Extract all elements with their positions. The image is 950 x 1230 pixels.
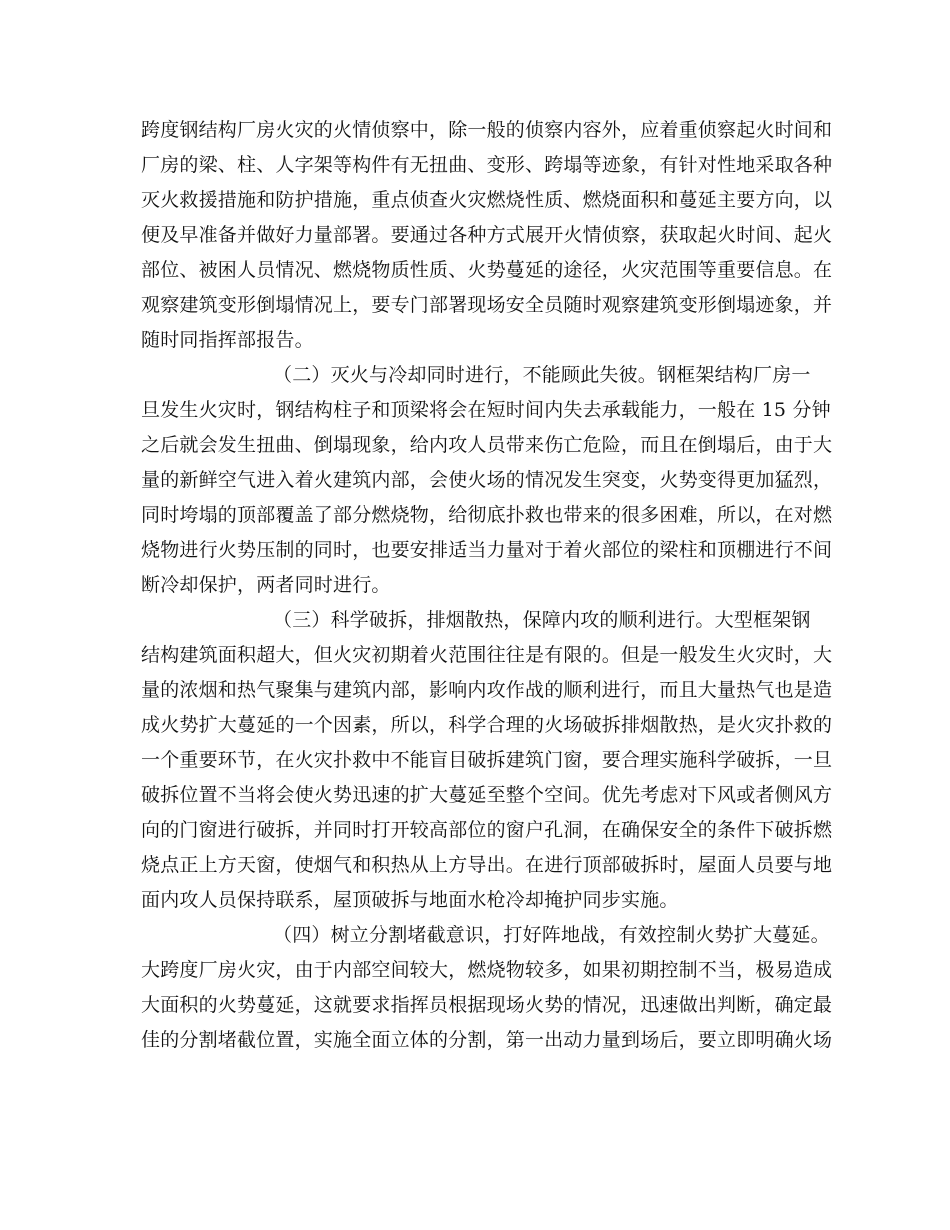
text-line: 烧物进行火势压制的同时，也要安排适当力量对于着火部位的梁柱和顶棚进行不间 (141, 539, 833, 561)
text-line: 面内攻人员保持联系，屋顶破拆与地面水枪冷却掩护同步实施。 (141, 889, 679, 911)
text-line: 大跨度厂房火灾，由于内部空间较大，燃烧物较多，如果初期控制不当，极易造成 (141, 959, 833, 981)
text-line: 厂房的梁、柱、人字架等构件有无扭曲、变形、跨塌等迹象，有针对性地采取各种 (141, 154, 833, 176)
text-line: 跨度钢结构厂房火灾的火情侦察中，除一般的侦察内容外，应着重侦察起火时间和 (141, 119, 833, 141)
text-line: 部位、被困人员情况、燃烧物质性质、火势蔓延的途径，火灾范围等重要信息。在 (141, 259, 833, 281)
text-line: 观察建筑变形倒塌情况上，要专门部署现场安全员随时观察建筑变形倒塌迹象，并 (141, 294, 833, 316)
text-line: 旦发生火灾时，钢结构柱子和顶梁将会在短时间内失去承载能力，一般在 15 分钟 (141, 399, 831, 421)
text-line: 成火势扩大蔓延的一个因素，所以，科学合理的火场破拆排烟散热，是火灾扑救的 (141, 714, 833, 736)
section-heading-3: （三）科学破拆，排烟散热，保障内攻的顺利进行。大型框架钢 (273, 609, 811, 631)
text-line: 量的浓烟和热气聚集与建筑内部，影响内攻作战的顺利进行，而且大量热气也是造 (141, 679, 833, 701)
text-line: 烧点正上方天窗，使烟气和积热从上方导出。在进行顶部破拆时，屋面人员要与地 (141, 854, 833, 876)
text-line: 佳的分割堵截位置，实施全面立体的分割，第一出动力量到场后，要立即明确火场 (141, 1029, 833, 1051)
text-line: 之后就会发生扭曲、倒塌现象，给内攻人员带来伤亡危险，而且在倒塌后，由于大 (141, 434, 833, 456)
text-line: 灭火救援措施和防护措施，重点侦查火灾燃烧性质、燃烧面积和蔓延主要方向，以 (141, 189, 833, 211)
text-line: 随时同指挥部报告。 (141, 329, 314, 351)
text-line: 大面积的火势蔓延，这就要求指挥员根据现场火势的情况，迅速做出判断，确定最 (141, 994, 833, 1016)
text-line: 破拆位置不当将会使火势迅速的扩大蔓延至整个空间。优先考虑对下风或者侧风方 (141, 784, 833, 806)
section-heading-4: （四）树立分割堵截意识，打好阵地战，有效控制火势扩大蔓延。 (273, 924, 830, 946)
text-line: 结构建筑面积超大，但火灾初期着火范围往往是有限的。但是一般发生火灾时，大 (141, 644, 833, 666)
text-line: 便及早准备并做好力量部署。要通过各种方式展开火情侦察，获取起火时间、起火 (141, 224, 833, 246)
text-line: 一个重要环节，在火灾扑救中不能盲目破拆建筑门窗，要合理实施科学破拆，一旦 (141, 749, 833, 771)
text-line: 同时垮塌的顶部覆盖了部分燃烧物，给彻底扑救也带来的很多困难，所以，在对燃 (141, 504, 833, 526)
text-line: 向的门窗进行破拆，并同时打开较高部位的窗户孔洞，在确保安全的条件下破拆燃 (141, 819, 833, 841)
text-line: 量的新鲜空气进入着火建筑内部，会使火场的情况发生突变，火势变得更加猛烈， (141, 469, 833, 491)
section-heading-2: （二）灭火与冷却同时进行，不能顾此失彼。钢框架结构厂房一 (273, 364, 811, 386)
text-line: 断冷却保护，两者同时进行。 (141, 574, 391, 596)
